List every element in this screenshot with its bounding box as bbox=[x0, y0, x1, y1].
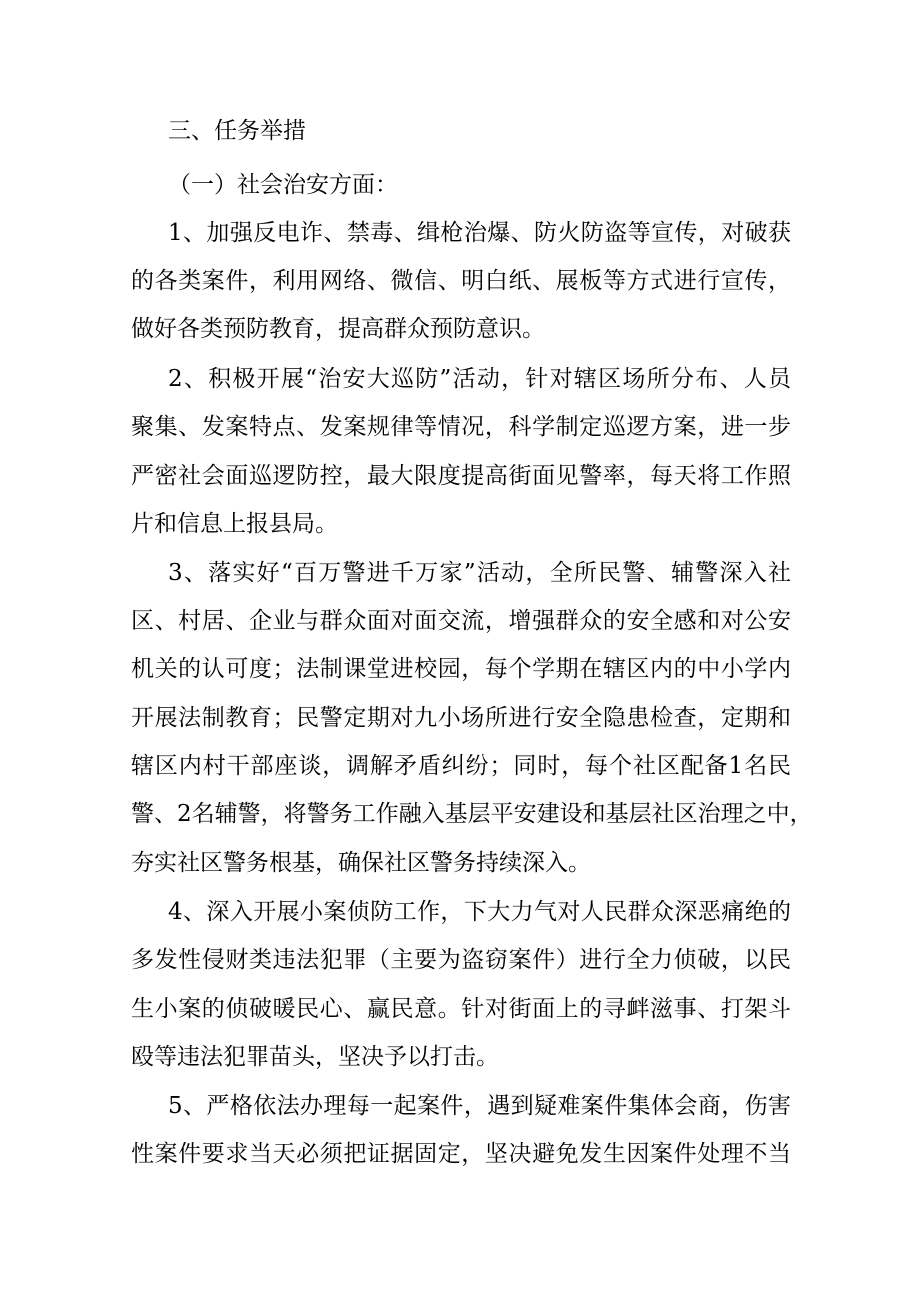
paragraph-1-line-3: 做好各类预防教育，提高群众预防意识。 bbox=[131, 316, 545, 342]
paragraph-3-line-3: 机关的认可度；法制课堂进校园，每个学期在辖区内的中小学内 bbox=[131, 656, 791, 682]
paragraph-2-line-2: 聚集、发案特点、发案规律等情况，科学制定巡逻方案，进一步 bbox=[131, 414, 791, 440]
paragraph-3-line-4: 开展法制教育；民警定期对九小场所进行安全隐患检查，定期和 bbox=[131, 705, 791, 731]
paragraph-4-line-2: 多发性侵财类违法犯罪（主要为盗窃案件）进行全力侦破，以民 bbox=[131, 947, 791, 973]
paragraph-3-line-7: 夯实社区警务根基，确保社区警务持续深入。 bbox=[131, 850, 591, 876]
paragraph-3-line-1: 3、落实好“百万警进千万家”活动，全所民警、辅警深入社 bbox=[168, 560, 791, 586]
paragraph-3-line-6: 警、2名辅警，将警务工作融入基层平安建设和基层社区治理之中， bbox=[131, 801, 813, 827]
paragraph-5-line-2: 性案件要求当天必须把证据固定，坚决避免发生因案件处理不当 bbox=[131, 1141, 791, 1167]
paragraph-1-line-1: 1、加强反电诈、禁毒、缉枪治爆、防火防盗等宣传，对破获 bbox=[168, 220, 791, 246]
paragraph-2-line-4: 片和信息上报县局。 bbox=[131, 511, 338, 537]
paragraph-5-line-1: 5、严格依法办理每一起案件，遇到疑难案件集体会商，伤害 bbox=[168, 1093, 791, 1119]
paragraph-2-line-3: 严密社会面巡逻防控，最大限度提高街面见警率，每天将工作照 bbox=[131, 463, 791, 489]
paragraph-2-line-1: 2、积极开展“治安大巡防”活动，针对辖区场所分布、人员 bbox=[168, 366, 791, 392]
paragraph-4-line-1: 4、深入开展小案侦防工作，下大力气对人民群众深恶痛绝的 bbox=[168, 899, 791, 925]
subsection-heading: （一）社会治安方面： bbox=[168, 172, 398, 198]
paragraph-4-line-4: 殴等违法犯罪苗头，坚决予以打击。 bbox=[131, 1044, 499, 1070]
paragraph-3-line-2: 区、村居、企业与群众面对面交流，增强群众的安全感和对公安 bbox=[131, 608, 791, 634]
paragraph-1-line-2: 的各类案件，利用网络、微信、明白纸、展板等方式进行宣传， bbox=[131, 268, 791, 294]
paragraph-4-line-3: 生小案的侦破暖民心、赢民意。针对街面上的寻衅滋事、打架斗 bbox=[131, 996, 791, 1022]
section-heading: 三、任务举措 bbox=[168, 118, 306, 144]
paragraph-3-line-5: 辖区内村干部座谈，调解矛盾纠纷；同时，每个社区配备1名民 bbox=[131, 753, 791, 779]
